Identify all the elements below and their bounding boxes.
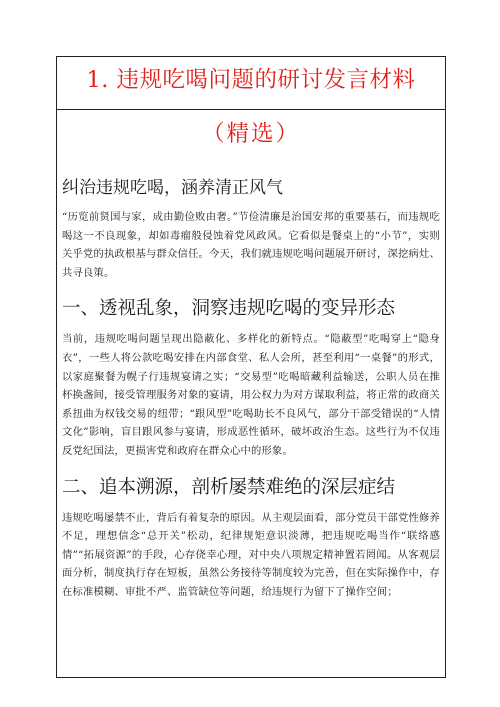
- section-heading: 纠治违规吃喝，涵养清正风气: [62, 178, 283, 198]
- document-subtitle: （精选）: [201, 121, 300, 147]
- section-intro: [62, 176, 440, 282]
- section-heading: 二、追本溯源，剖析屡禁难绝的深层症结: [62, 476, 396, 498]
- section-two: [62, 475, 440, 602]
- section-paragraph: 当前，违规吃喝问题呈现出隐蔽化、多样化的新特点。“隐蔽型”吃喝穿上“隐身衣”，一些人将公款吃喝安排在内部食堂、私人会所，甚至利用“一桌餐”的形式，以家庭聚餐为幌子行违规宴请之实；“交易型”吃喝暗藏利益输送，公职人员在推杯换盏间，接受管理服务对象的宴请，用公权力为对方谋取利益，将正常的政商关系扭曲为权钱交易的纽带；“跟风型”吃喝助长不良风气，部分干部受错误的“人情文化”影响，盲目跟风参与宴请，形成恶性循环，破坏政治生态。这些行为不仅违反党纪国法，更损害党和政府在群众心中的形象。: [62, 333, 440, 457]
- section-paragraph: 违规吃喝屡禁不止，背后有着复杂的原因。从主观层面看，部分党员干部党性修养不足，理想信念“总开关”松动，纪律规矩意识淡薄，把违规吃喝当作“联络感情”“拓展资源”的手段，心存侥幸心理，对中央八项规定精神置若罔闻。从客观层面分析，制度执行存在短板，虽然公务接待等制度较为完善，但在实际操作中，存在标准模糊、审批不严、监管缺位等问题，给违规行为留下了操作空间；: [62, 511, 440, 598]
- section-one: [62, 296, 440, 460]
- section-heading: 一、透视乱象，洞察违规吃喝的变异形态: [62, 298, 396, 320]
- document-title: 1. 违规吃喝问题的研讨发言材料: [86, 67, 416, 93]
- section-paragraph: “历览前贤国与家，成由勤俭败由奢。”节俭清廉是治国安邦的重要基石，而违规吃喝这一不良现象，却如毒瘤般侵蚀着党风政风。它看似是餐桌上的“小节”，实则关乎党的执政根基与群众信任。今天，我们就违规吃喝问题展开研讨，深挖病灶、共寻良策。: [62, 211, 440, 279]
- document-body: [62, 176, 440, 602]
